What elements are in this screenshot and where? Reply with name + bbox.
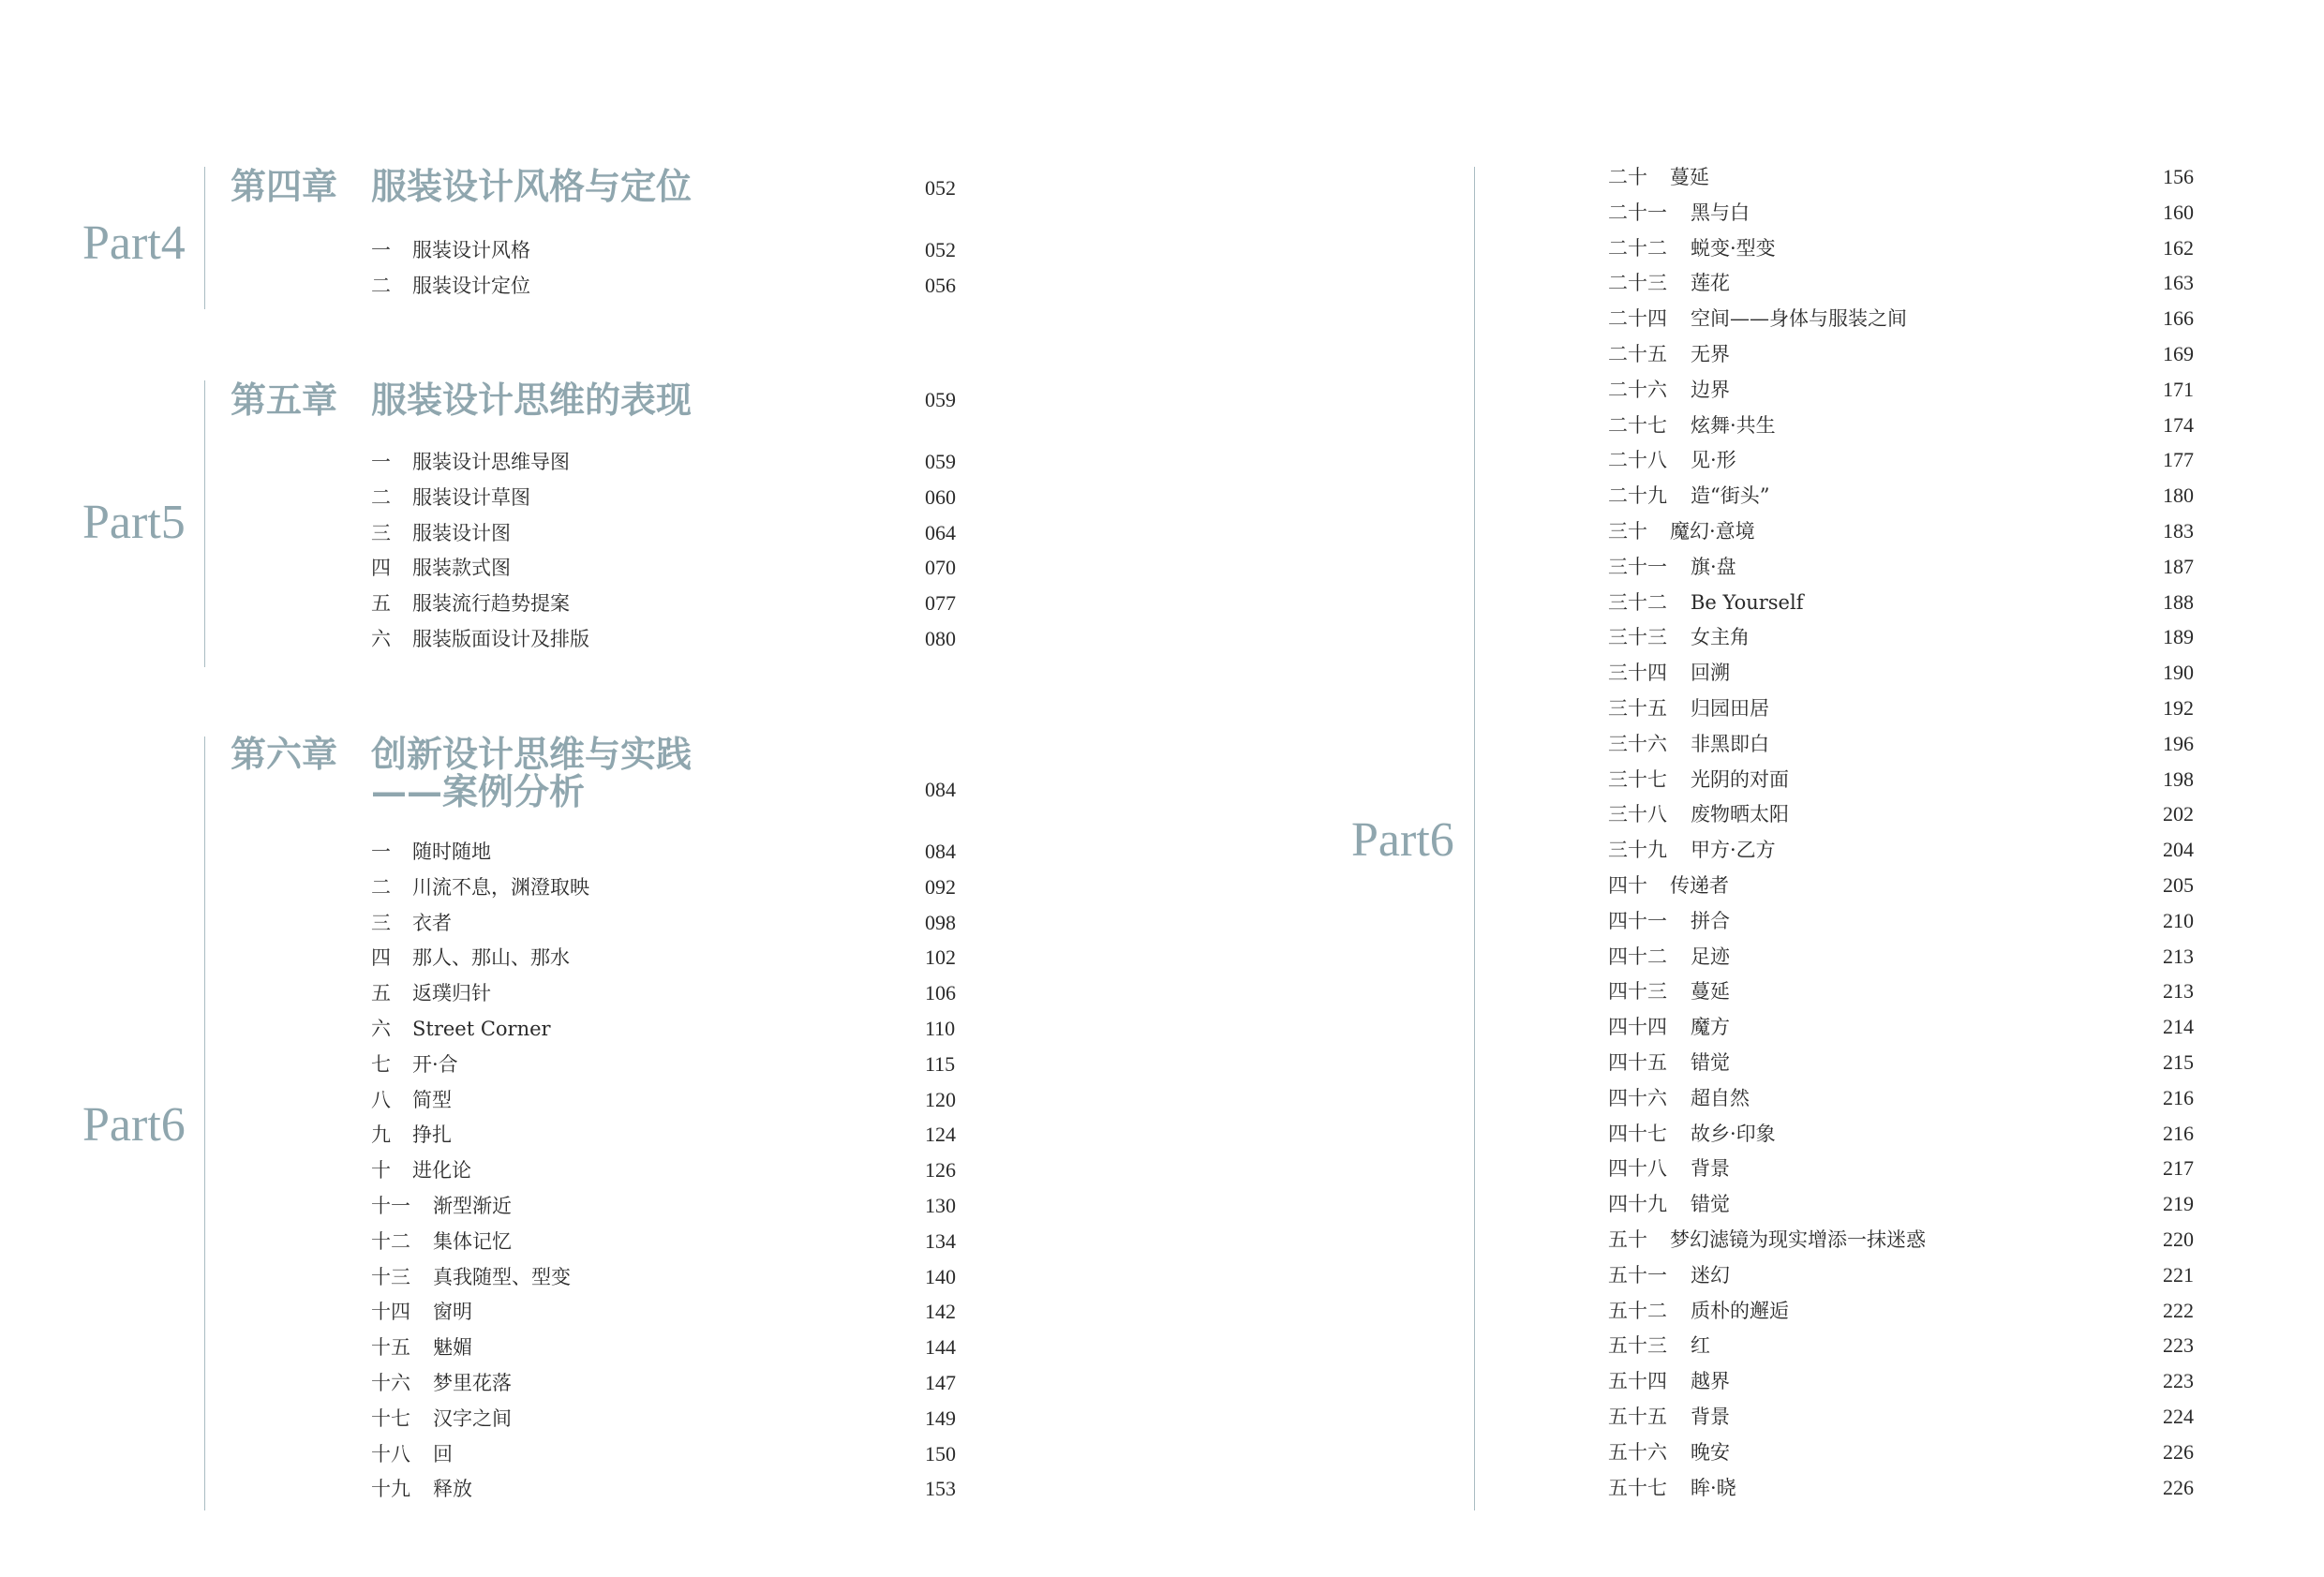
entry-page: 163 <box>2163 271 2194 294</box>
toc-entry <box>371 1373 961 1393</box>
entry-title: 服装设计思维导图 <box>412 451 570 473</box>
entry-page: 092 <box>925 875 956 899</box>
toc-entry <box>371 1444 961 1465</box>
entry-index: 十二 <box>371 1230 410 1253</box>
chapter-title: 服装设计思维的表现 <box>371 379 693 421</box>
toc-entry <box>1608 875 2198 896</box>
entry-page: 204 <box>2163 838 2194 861</box>
toc-entry <box>1608 450 2198 470</box>
chapter-page: 084 <box>925 778 956 801</box>
entry-index: 一 <box>371 451 391 473</box>
entry-title: 衣者 <box>412 912 452 934</box>
entry-page: 220 <box>2163 1227 2194 1251</box>
entry-title: 服装设计图 <box>412 522 511 544</box>
toc-entry <box>1608 167 2198 187</box>
entry-title: 归园田居 <box>1691 697 1769 720</box>
entry-page: 222 <box>2163 1299 2194 1322</box>
entry-index: 三十五 <box>1608 697 1667 720</box>
entry-page: 196 <box>2163 732 2194 755</box>
entry-index: 二十九 <box>1608 484 1667 507</box>
entry-index: 十七 <box>371 1407 410 1430</box>
entry-page: 180 <box>2163 484 2194 507</box>
entry-title: 空间——身体与服装之间 <box>1691 307 1907 330</box>
entry-page: 215 <box>2163 1050 2194 1074</box>
entry-page: 106 <box>925 981 956 1004</box>
toc-entry <box>1608 734 2198 754</box>
entry-title: 服装版面设计及排版 <box>412 628 589 650</box>
toc-entry <box>371 877 961 898</box>
entry-index: 一 <box>371 239 391 261</box>
entry-title: 废物晒太阳 <box>1691 803 1789 826</box>
toc-entry <box>1608 308 2198 329</box>
part4-label: Part4 <box>82 216 186 270</box>
toc-entry <box>1608 1335 2198 1356</box>
entry-page: 147 <box>925 1371 956 1394</box>
toc-entry <box>371 1019 961 1039</box>
entry-page: 189 <box>2163 625 2194 648</box>
entry-page: 149 <box>925 1406 956 1430</box>
entry-index: 五十六 <box>1608 1441 1667 1464</box>
entry-title: 服装设计草图 <box>412 486 530 509</box>
entry-title: 足迹 <box>1691 945 1730 968</box>
toc-entry <box>371 1267 961 1287</box>
entry-title: 服装流行趋势提案 <box>412 592 570 615</box>
chapter-page: 059 <box>925 388 956 411</box>
entry-index: 二十二 <box>1608 237 1667 260</box>
toc-entry <box>371 841 961 862</box>
entry-title: 晚安 <box>1691 1441 1730 1464</box>
entry-index: 五十四 <box>1608 1370 1667 1392</box>
entry-title: 集体记忆 <box>433 1230 512 1253</box>
toc-entry <box>1608 1442 2198 1463</box>
toc-entry <box>371 593 961 614</box>
toc-entry <box>1608 379 2198 400</box>
entry-page: 098 <box>925 911 956 934</box>
entry-page: 198 <box>2163 767 2194 791</box>
entry-title: 服装设计风格 <box>412 239 530 261</box>
toc-entry <box>371 558 961 578</box>
entry-index: 三十二 <box>1608 591 1667 614</box>
entry-page: 162 <box>2163 236 2194 260</box>
entry-page: 219 <box>2163 1192 2194 1215</box>
toc-entry <box>1608 273 2198 293</box>
entry-index: 四十 <box>1608 874 1647 897</box>
entry-index: 四十五 <box>1608 1051 1667 1074</box>
entry-title: 红 <box>1691 1334 1710 1357</box>
entry-title: 释放 <box>433 1478 472 1500</box>
entry-index: 三 <box>371 522 391 544</box>
toc-entry <box>371 913 961 933</box>
entry-index: 四十二 <box>1608 945 1667 968</box>
entry-page: 190 <box>2163 661 2194 684</box>
toc-entry <box>371 629 961 649</box>
entry-index: 六 <box>371 628 391 650</box>
chapter-subtitle: ——案例分析 <box>371 770 586 812</box>
entry-title: 背景 <box>1691 1406 1730 1428</box>
entry-page: 134 <box>925 1229 956 1253</box>
entry-index: 二十七 <box>1608 414 1667 437</box>
entry-title: 越界 <box>1691 1370 1730 1392</box>
entry-title: Be Yourself <box>1691 591 1804 614</box>
entry-page: 177 <box>2163 448 2194 471</box>
toc-entry <box>1608 1265 2198 1286</box>
toc-entry <box>371 1337 961 1358</box>
entry-index: 四十八 <box>1608 1157 1667 1180</box>
toc-entry <box>1608 1017 2198 1037</box>
toc-entry <box>1608 557 2198 577</box>
entry-index: 二 <box>371 486 391 509</box>
entry-title: 随时随地 <box>412 841 491 863</box>
chapter-number: 第六章 <box>231 733 338 775</box>
entry-index: 二十五 <box>1608 343 1667 365</box>
entry-page: 202 <box>2163 802 2194 826</box>
entry-title: 造“街头” <box>1691 484 1770 507</box>
entry-title: Street Corner <box>412 1018 551 1040</box>
toc-entry <box>1608 1406 2198 1427</box>
entry-title: 黑与白 <box>1691 201 1750 224</box>
chapter-number: 第五章 <box>231 379 338 421</box>
entry-page: 174 <box>2163 413 2194 437</box>
entry-title: 魔方 <box>1691 1016 1730 1038</box>
entry-index: 三十六 <box>1608 733 1667 755</box>
entry-page: 060 <box>925 485 956 509</box>
toc-entry <box>1608 238 2198 259</box>
entry-index: 八 <box>371 1089 391 1111</box>
entry-index: 二十三 <box>1608 272 1667 294</box>
entry-title: 回溯 <box>1691 662 1730 684</box>
toc-entry <box>371 240 961 260</box>
entry-index: 三十九 <box>1608 839 1667 861</box>
entry-index: 十四 <box>371 1301 410 1323</box>
chapter-title: 创新设计思维与实践 <box>371 733 693 775</box>
entry-index: 三十一 <box>1608 556 1667 578</box>
entry-page: 226 <box>2163 1476 2194 1499</box>
entry-page: 102 <box>925 945 956 969</box>
toc-entry <box>371 1160 961 1181</box>
entry-index: 三十四 <box>1608 662 1667 684</box>
toc-entry <box>371 1479 961 1499</box>
entry-page: 160 <box>2163 201 2194 224</box>
entry-title: 蜕变·型变 <box>1691 237 1776 260</box>
entry-title: 真我随型、型变 <box>433 1266 571 1288</box>
entry-page: 150 <box>925 1442 956 1465</box>
entry-title: 眸·晓 <box>1691 1477 1736 1499</box>
toc-entry <box>1608 485 2198 506</box>
entry-index: 四 <box>371 557 391 579</box>
entry-page: 223 <box>2163 1369 2194 1392</box>
chapter-title: 服装设计风格与定位 <box>371 165 693 207</box>
toc-entry <box>371 1124 961 1145</box>
part5-rule <box>204 380 205 667</box>
toc-entry <box>371 1231 961 1252</box>
entry-title: 错觉 <box>1691 1051 1730 1074</box>
entry-title: 梦里花落 <box>433 1372 512 1394</box>
entry-index: 三十 <box>1608 520 1647 543</box>
toc-entry <box>371 1090 961 1110</box>
entry-page: 064 <box>925 521 956 544</box>
entry-page: 142 <box>925 1300 956 1323</box>
entry-title: 见·形 <box>1691 449 1736 471</box>
entry-page: 115 <box>925 1052 956 1076</box>
entry-title: 超自然 <box>1691 1087 1750 1109</box>
entry-page: 080 <box>925 627 956 650</box>
entry-title: 非黑即白 <box>1691 733 1769 755</box>
toc-entry <box>1608 769 2198 790</box>
entry-page: 156 <box>2163 165 2194 188</box>
entry-title: 返璞归针 <box>412 982 491 1004</box>
entry-title: 简型 <box>412 1089 452 1111</box>
entry-index: 一 <box>371 841 391 863</box>
entry-title: 蔓延 <box>1670 166 1709 188</box>
toc-entry <box>1608 1371 2198 1391</box>
entry-index: 三十七 <box>1608 768 1667 791</box>
entry-index: 十八 <box>371 1443 410 1465</box>
entry-page: 059 <box>925 450 956 473</box>
entry-title: 服装设计定位 <box>412 275 530 297</box>
entry-index: 五十 <box>1608 1228 1647 1251</box>
toc-entry <box>1608 1194 2198 1214</box>
toc-entry <box>1608 662 2198 683</box>
entry-page: 214 <box>2163 1015 2194 1038</box>
entry-index: 二十一 <box>1608 201 1667 224</box>
entry-index: 二十六 <box>1608 379 1667 401</box>
toc-entry <box>371 452 961 472</box>
entry-title: 服装款式图 <box>412 557 511 579</box>
entry-page: 221 <box>2163 1263 2194 1287</box>
entry-title: 梦幻滤镜为现实增添一抹迷惑 <box>1670 1228 1926 1251</box>
entry-page: 153 <box>925 1477 956 1500</box>
entry-index: 五十五 <box>1608 1406 1667 1428</box>
entry-index: 五十七 <box>1608 1477 1667 1499</box>
entry-title: 窗明 <box>433 1301 472 1323</box>
entry-title: 边界 <box>1691 379 1730 401</box>
entry-title: 那人、那山、那水 <box>412 946 570 969</box>
toc-entry <box>1608 911 2198 931</box>
entry-title: 拼合 <box>1691 910 1730 932</box>
entry-page: 192 <box>2163 696 2194 720</box>
toc-entry <box>1608 1088 2198 1108</box>
entry-page: 213 <box>2163 945 2194 968</box>
entry-title: 魔幻·意境 <box>1670 520 1755 543</box>
entry-page: 226 <box>2163 1440 2194 1464</box>
entry-title: 背景 <box>1691 1157 1730 1180</box>
chapter-page: 052 <box>925 176 956 200</box>
entry-page: 224 <box>2163 1405 2194 1428</box>
entry-index: 三 <box>371 912 391 934</box>
entry-index: 十 <box>371 1159 391 1182</box>
toc-entry <box>1608 946 2198 967</box>
toc-entry <box>371 1408 961 1429</box>
entry-title: 甲方·乙方 <box>1691 839 1776 861</box>
toc-entry <box>371 983 961 1004</box>
entry-index: 五十三 <box>1608 1334 1667 1357</box>
entry-title: 莲花 <box>1691 272 1730 294</box>
entry-index: 五 <box>371 982 391 1004</box>
entry-title: 汉字之间 <box>433 1407 512 1430</box>
entry-title: 无界 <box>1691 343 1730 365</box>
toc-entry <box>371 947 961 968</box>
toc-entry <box>371 523 961 543</box>
entry-index: 十九 <box>371 1478 410 1500</box>
entry-page: 077 <box>925 591 956 615</box>
entry-index: 四十七 <box>1608 1123 1667 1145</box>
entry-page: 110 <box>925 1017 956 1040</box>
entry-title: 炫舞·共生 <box>1691 414 1776 437</box>
toc-entry <box>371 1196 961 1216</box>
entry-title: 光阴的对面 <box>1691 768 1789 791</box>
entry-index: 十六 <box>371 1372 410 1394</box>
entry-page: 216 <box>2163 1086 2194 1109</box>
entry-index: 二十 <box>1608 166 1647 188</box>
entry-index: 四十三 <box>1608 980 1667 1003</box>
entry-index: 十一 <box>371 1195 410 1217</box>
entry-page: 171 <box>2163 378 2194 401</box>
entry-index: 十五 <box>371 1336 410 1359</box>
entry-page: 188 <box>2163 590 2194 614</box>
entry-page: 126 <box>925 1158 956 1182</box>
entry-title: 错觉 <box>1691 1193 1730 1215</box>
entry-page: 217 <box>2163 1156 2194 1180</box>
entry-index: 四十四 <box>1608 1016 1667 1038</box>
entry-index: 九 <box>371 1123 391 1146</box>
toc-entry <box>1608 1052 2198 1073</box>
entry-title: 挣扎 <box>412 1123 452 1146</box>
entry-page: 183 <box>2163 519 2194 543</box>
entry-page: 205 <box>2163 873 2194 897</box>
toc-entry <box>1608 840 2198 860</box>
part6-label-left: Part6 <box>82 1098 186 1152</box>
entry-index: 五十二 <box>1608 1300 1667 1322</box>
entry-page: 140 <box>925 1265 956 1288</box>
entry-page: 130 <box>925 1194 956 1217</box>
part6-rule-left <box>204 736 205 1510</box>
toc-entry <box>1608 1229 2198 1250</box>
part6-label-right: Part6 <box>1351 813 1454 867</box>
entry-page: 124 <box>925 1123 956 1146</box>
entry-title: 魅媚 <box>433 1336 472 1359</box>
entry-page: 223 <box>2163 1333 2194 1357</box>
toc-entry <box>371 275 961 296</box>
chapter-number: 第四章 <box>231 165 338 207</box>
entry-index: 二 <box>371 876 391 899</box>
entry-index: 十三 <box>371 1266 410 1288</box>
toc-entry <box>1608 981 2198 1002</box>
entry-title: 进化论 <box>412 1159 471 1182</box>
part4-rule <box>204 167 205 309</box>
entry-page: 210 <box>2163 909 2194 932</box>
entry-index: 六 <box>371 1018 391 1040</box>
toc-entry <box>1608 1301 2198 1321</box>
entry-page: 213 <box>2163 979 2194 1003</box>
toc-entry <box>1608 698 2198 719</box>
toc-entry <box>1608 627 2198 647</box>
entry-index: 七 <box>371 1053 391 1076</box>
entry-index: 五十一 <box>1608 1264 1667 1287</box>
entry-index: 四十九 <box>1608 1193 1667 1215</box>
entry-title: 女主角 <box>1691 626 1750 648</box>
toc-entry <box>1608 1158 2198 1179</box>
toc-entry <box>1608 202 2198 223</box>
entry-title: 川流不息，渊澄取映 <box>412 876 589 899</box>
entry-page: 166 <box>2163 306 2194 330</box>
entry-page: 216 <box>2163 1122 2194 1145</box>
toc-entry <box>1608 1478 2198 1498</box>
entry-page: 052 <box>925 238 956 261</box>
toc-entry <box>1608 344 2198 364</box>
toc-entry <box>371 1302 961 1322</box>
entry-title: 故乡·印象 <box>1691 1123 1776 1145</box>
toc-entry <box>1608 1123 2198 1144</box>
part6-rule-right <box>1474 167 1475 1510</box>
toc-entry <box>1608 592 2198 613</box>
toc-entry <box>1608 804 2198 825</box>
entry-index: 四十六 <box>1608 1087 1667 1109</box>
entry-title: 传递者 <box>1670 874 1729 897</box>
entry-index: 五 <box>371 592 391 615</box>
toc-entry <box>371 1054 961 1075</box>
entry-page: 070 <box>925 556 956 579</box>
entry-title: 旗·盘 <box>1691 556 1736 578</box>
toc-entry <box>1608 415 2198 436</box>
toc-entry <box>371 487 961 508</box>
entry-title: 开·合 <box>412 1053 458 1076</box>
entry-index: 四 <box>371 946 391 969</box>
entry-title: 迷幻 <box>1691 1264 1730 1287</box>
entry-page: 120 <box>925 1088 956 1111</box>
entry-page: 144 <box>925 1335 956 1359</box>
part5-label: Part5 <box>82 496 186 549</box>
entry-page: 084 <box>925 840 956 863</box>
entry-index: 三十八 <box>1608 803 1667 826</box>
entry-index: 二十四 <box>1608 307 1667 330</box>
entry-title: 蔓延 <box>1691 980 1730 1003</box>
entry-page: 056 <box>925 274 956 297</box>
entry-index: 二十八 <box>1608 449 1667 471</box>
entry-page: 187 <box>2163 555 2194 578</box>
entry-index: 三十三 <box>1608 626 1667 648</box>
entry-index: 二 <box>371 275 391 297</box>
entry-title: 质朴的邂逅 <box>1691 1300 1789 1322</box>
entry-title: 渐型渐近 <box>433 1195 512 1217</box>
entry-title: 回 <box>433 1443 453 1465</box>
entry-index: 四十一 <box>1608 910 1667 932</box>
entry-page: 169 <box>2163 342 2194 365</box>
toc-entry <box>1608 521 2198 542</box>
